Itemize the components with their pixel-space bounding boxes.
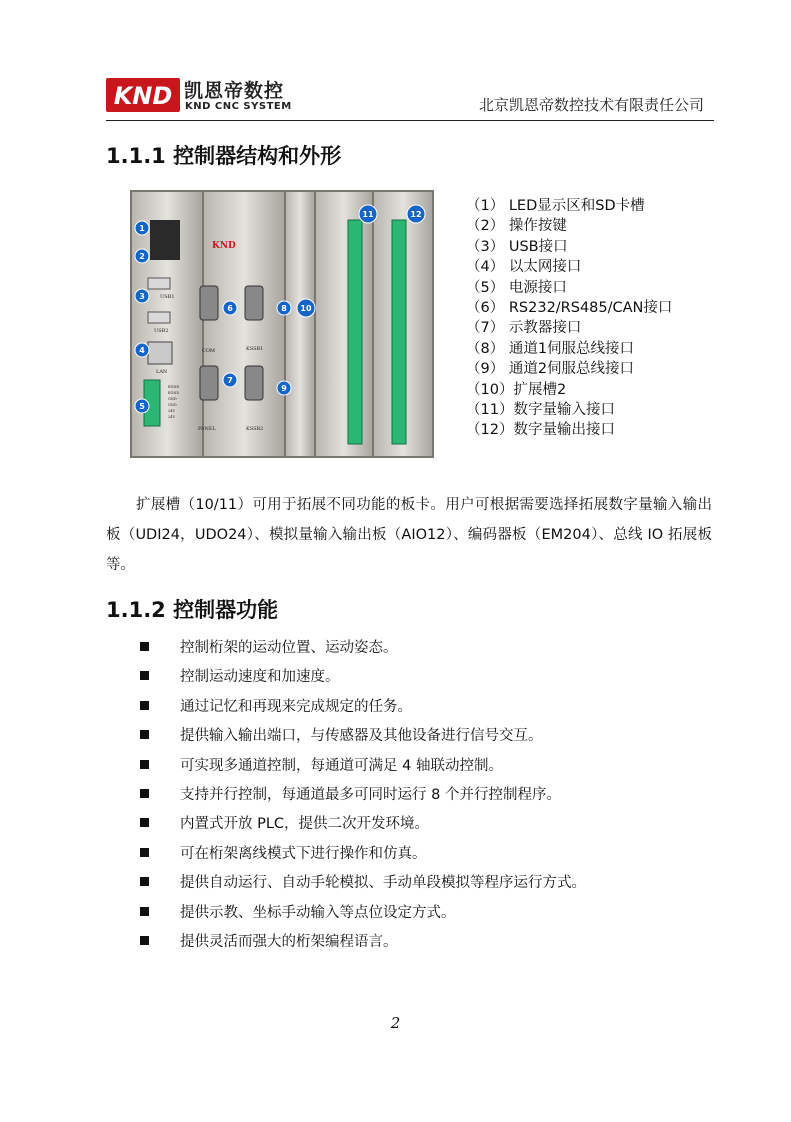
badge-11: 11: [362, 210, 374, 219]
logo-text: KND: [113, 82, 173, 110]
knd-logo-icon: [106, 78, 180, 112]
square-bullet-icon: [140, 818, 149, 827]
controller-photo: [130, 190, 434, 458]
function-list: [140, 636, 586, 959]
list-item: 支持并行控制，每通道最多可同时运行 8 个并行控制程序。: [140, 783, 586, 812]
badge-3: 3: [139, 292, 145, 301]
square-bullet-icon: [140, 877, 149, 886]
kssb1-label: KSSB1: [246, 346, 264, 352]
square-bullet-icon: [140, 760, 149, 769]
terminal-label: 24V: [168, 409, 175, 413]
badge-10: 10: [300, 304, 312, 313]
terminal-label: GND: [168, 397, 177, 401]
section-heading-structure: 1.1.1 控制器结构和外形: [106, 144, 342, 168]
panel-port: [200, 366, 218, 400]
expansion-paragraph: 扩展槽（10/11）可用于拓展不同功能的板卡。用户可根据需要选择拓展数字量输入输出板（UDI24，UDO24）、模拟量输入输出板（AIO12）、编码器板（EM204）、总线 IO 拓展板等。: [106, 497, 712, 573]
list-item: 提供输入输出端口，与传感器及其他设备进行信号交互。: [140, 724, 586, 753]
legend-item: （6） RS232/RS485/CAN接口: [466, 300, 673, 317]
list-item: 提供自动运行、自动手轮模拟、手动单段模拟等程序运行方式。: [140, 871, 586, 900]
square-bullet-icon: [140, 730, 149, 739]
square-bullet-icon: [140, 848, 149, 857]
square-bullet-icon: [140, 789, 149, 798]
kssb2-port: [245, 366, 263, 400]
photo-legend: [466, 196, 672, 441]
usb1-label: USB1: [160, 294, 175, 300]
com-label: COM: [202, 348, 216, 354]
square-bullet-icon: [140, 642, 149, 651]
terminal-label: EGND: [168, 385, 180, 389]
badge-1: 1: [139, 224, 145, 233]
legend-item: （11）数字量输入接口: [466, 402, 615, 419]
legend-item: （3） USB接口: [466, 238, 568, 255]
badge-4: 4: [139, 346, 145, 355]
badge-9: 9: [281, 384, 287, 393]
logo-chinese-name: 凯恩帝数控: [184, 80, 285, 102]
panel-label: PANEL: [198, 426, 216, 432]
terminal-label: GND: [168, 403, 177, 407]
io-module: [204, 192, 284, 456]
badge-5: 5: [139, 402, 145, 411]
legend-item: （12）数字量输出接口: [466, 422, 615, 439]
led-sd-area: [150, 220, 180, 260]
badge-8: 8: [281, 304, 287, 313]
module-brand: KND: [212, 241, 236, 251]
badge-6: 6: [227, 304, 233, 313]
output-terminal-block: [392, 220, 406, 444]
square-bullet-icon: [140, 671, 149, 680]
page-number: 2: [390, 1014, 401, 1032]
legend-item: （5） 电源接口: [466, 279, 567, 296]
section-heading-functions: 1.1.2 控制器功能: [106, 598, 279, 622]
badge-12: 12: [410, 210, 422, 219]
com-port: [200, 286, 218, 320]
legend-item: （1） LED显示区和SD卡槽: [466, 198, 645, 214]
kssb1-port: [245, 286, 263, 320]
list-item: 提供示教、坐标手动输入等点位设定方式。: [140, 901, 586, 930]
company-name: 北京凯恩帝数控技术有限责任公司: [478, 96, 704, 114]
legend-item: （8） 通道1伺服总线接口: [466, 340, 635, 357]
badge-2: 2: [139, 252, 145, 261]
square-bullet-icon: [140, 907, 149, 916]
usb1-port: [148, 278, 170, 289]
lan-label: LAN: [156, 369, 168, 375]
logo-english-name: KND CNC SYSTEM: [185, 101, 292, 112]
badge-7: 7: [227, 376, 233, 385]
list-item: 控制运动速度和加速度。: [140, 665, 586, 694]
kssb2-label: KSSB2: [246, 426, 264, 432]
list-item: 内置式开放 PLC，提供二次开发环境。: [140, 812, 586, 841]
usb2-label: USB2: [154, 328, 169, 334]
expansion-slot-2: [286, 192, 314, 456]
square-bullet-icon: [140, 701, 149, 710]
legend-item: （4） 以太网接口: [466, 259, 582, 276]
terminal-label: EGND: [168, 391, 180, 395]
terminal-label: 24V: [168, 415, 175, 419]
legend-item: （9） 通道2伺服总线接口: [466, 361, 635, 378]
usb2-port: [148, 312, 170, 323]
input-terminal-block: [348, 220, 362, 444]
legend-item: （2） 操作按键: [466, 218, 567, 235]
lan-port: [148, 342, 172, 364]
digital-input-module: [316, 192, 372, 456]
list-item: 通过记忆和再现来完成规定的任务。: [140, 695, 586, 724]
list-item: 可在桁架离线模式下进行操作和仿真。: [140, 842, 586, 871]
list-item: 控制桁架的运动位置、运动姿态。: [140, 636, 586, 665]
legend-item: （10）扩展槽2: [466, 381, 567, 398]
square-bullet-icon: [140, 936, 149, 945]
page-header: [106, 72, 714, 121]
legend-item: （7） 示教器接口: [466, 320, 582, 337]
list-item: 可实现多通道控制，每通道可满足 4 轴联动控制。: [140, 754, 586, 783]
list-item: 提供灵活而强大的桁架编程语言。: [140, 930, 586, 959]
